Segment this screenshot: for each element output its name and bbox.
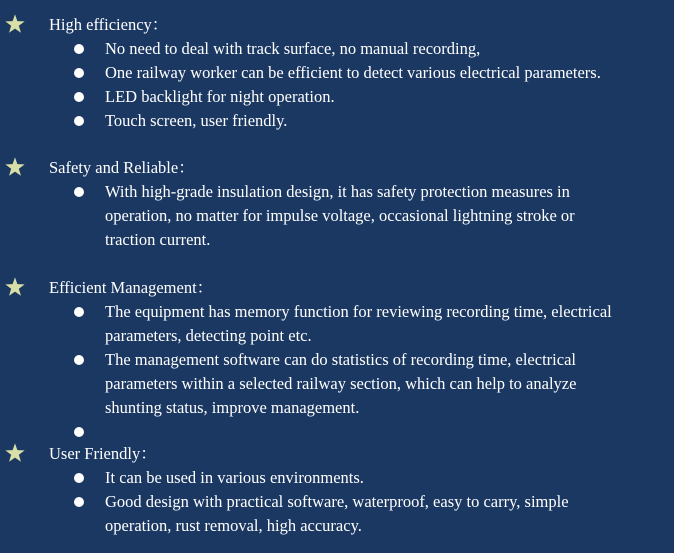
star-icon bbox=[4, 13, 26, 35]
list-item bbox=[0, 490, 674, 538]
list-item-text: The equipment has memory function for reviewing recording time, electrical parameters, detecting point etc. bbox=[105, 302, 612, 345]
star-icon bbox=[4, 156, 26, 178]
bullet-list bbox=[0, 466, 674, 538]
section-heading: User Friendly： bbox=[49, 444, 157, 463]
bullet-icon bbox=[74, 355, 84, 365]
list-item bbox=[0, 37, 674, 61]
star-icon bbox=[4, 276, 26, 298]
bullet-icon bbox=[74, 307, 84, 317]
bullet-icon bbox=[74, 68, 84, 78]
list-item bbox=[0, 420, 674, 444]
bullet-icon bbox=[74, 92, 84, 102]
bullet-icon bbox=[74, 116, 84, 126]
list-item-text: It can be used in various environments. bbox=[105, 468, 364, 487]
bullet-icon bbox=[74, 473, 84, 483]
list-item-text: The management software can do statistics of recording time, electrical parameters within a selected railway section, which can help to analyze shunting status, improve management. bbox=[105, 350, 577, 417]
list-item-text: Touch screen, user friendly. bbox=[105, 111, 288, 130]
star-icon bbox=[4, 442, 26, 464]
list-item bbox=[0, 300, 674, 348]
bullet-list bbox=[0, 37, 674, 133]
bullet-icon bbox=[74, 497, 84, 507]
bullet-list bbox=[0, 180, 674, 252]
list-item-text: Good design with practical software, waterproof, easy to carry, simple operation, rust removal, high accuracy. bbox=[105, 492, 569, 535]
list-item bbox=[0, 466, 674, 490]
bullet-icon bbox=[74, 427, 84, 437]
bullet-list bbox=[0, 300, 674, 444]
list-item bbox=[0, 61, 674, 85]
list-item-text: One railway worker can be efficient to detect various electrical parameters. bbox=[105, 63, 601, 82]
bullet-icon bbox=[74, 44, 84, 54]
list-item bbox=[0, 180, 674, 252]
section-heading: Efficient Management： bbox=[49, 278, 214, 297]
section-heading: Safety and Reliable： bbox=[49, 158, 195, 177]
list-item-text bbox=[105, 420, 674, 444]
list-item-text: No need to deal with track surface, no manual recording, bbox=[105, 39, 481, 58]
bullet-icon bbox=[74, 187, 84, 197]
list-item-text: With high-grade insulation design, it has safety protection measures in operation, no matter for impulse voltage, occasional lightning stroke or traction current. bbox=[105, 182, 575, 249]
list-item bbox=[0, 348, 674, 420]
list-item bbox=[0, 85, 674, 109]
list-item bbox=[0, 109, 674, 133]
list-item-text: LED backlight for night operation. bbox=[105, 87, 335, 106]
section-heading: High efficiency： bbox=[49, 15, 169, 34]
